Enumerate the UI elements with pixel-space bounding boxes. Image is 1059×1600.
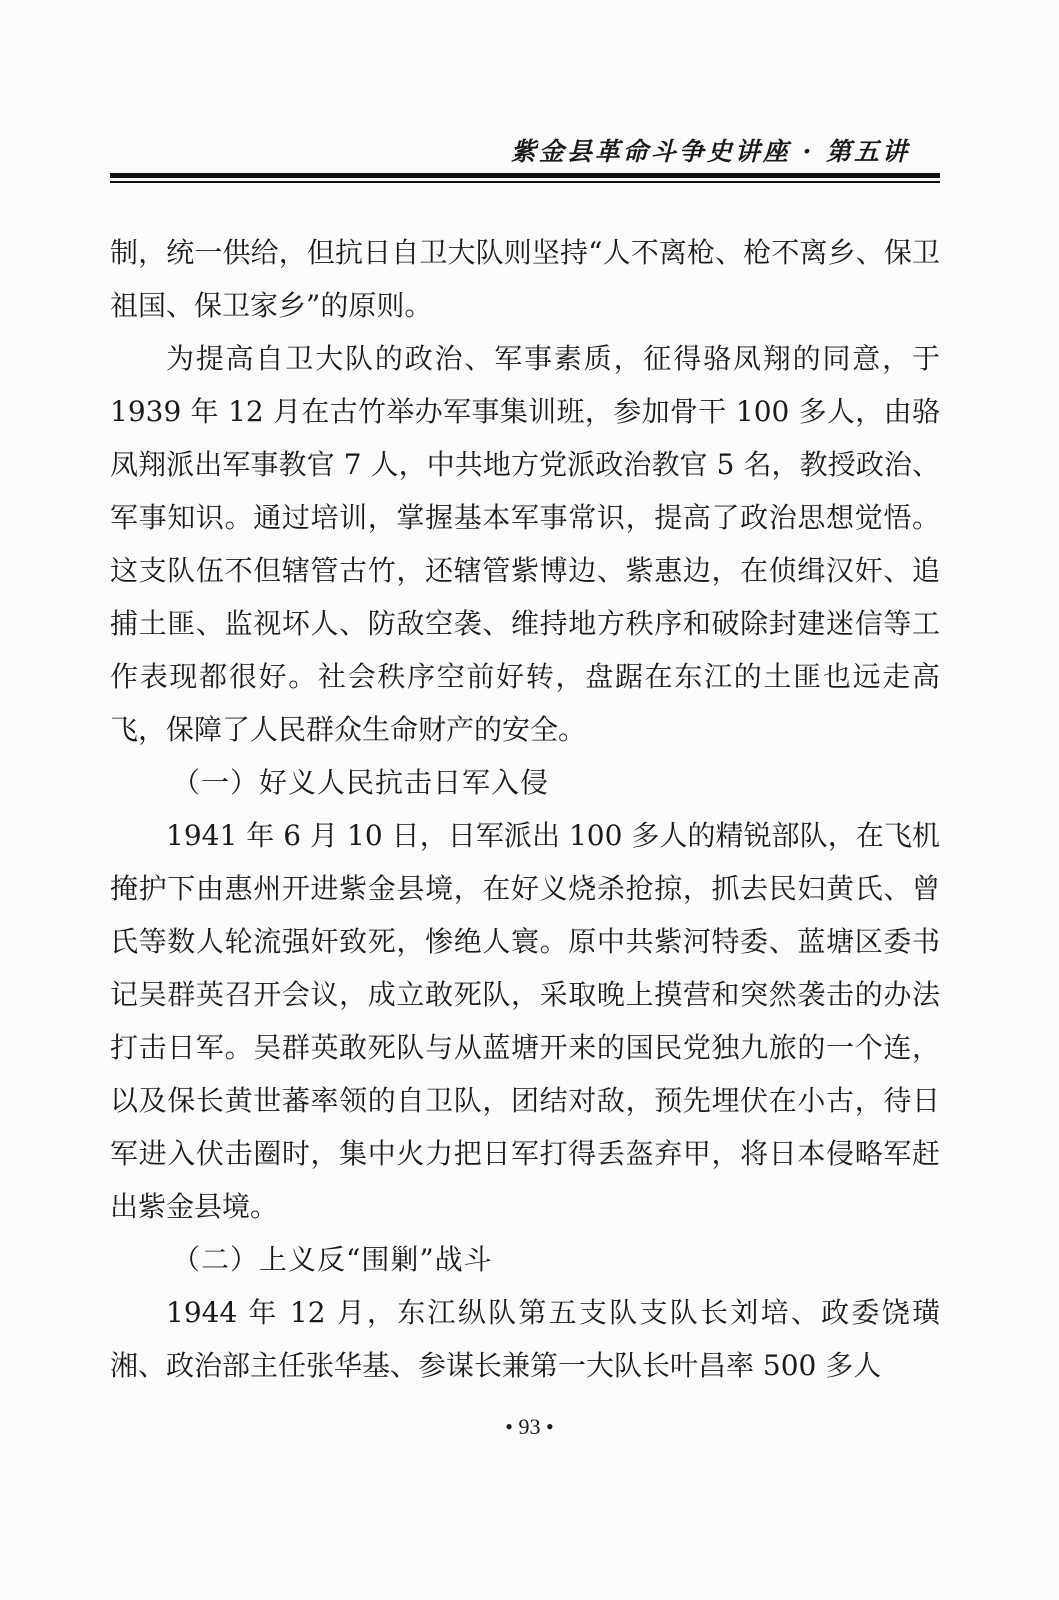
running-header [110,132,940,172]
header-rule-thin [110,181,940,183]
paragraph-training: 为提高自卫大队的政治、军事素质，征得骆凤翔的同意，于 1939 年 12 月在古竹举办军事集训班，参加骨干 100 多人，由骆凤翔派出军事教官 7 人，中共地方党派政治教官 5 名，教授政治、军事知识。通过培训，掌握基本军事常识，提高了政治思想觉悟。这支队伍不但辖管古竹，还辖管紫博边、紫惠边，在侦缉汉奸、追捕土匪、监视坏人、防敌空袭、维持地方秩序和破除封建迷信等工作表现都很好。社会秩序空前好转，盘踞在东江的土匪也远走高飞，保障了人民群众生命财产的安全。 [110,342,940,746]
section-heading-1: （一）好义人民抗击日军入侵 [172,766,550,799]
page-body [110,226,940,1392]
header-rule-thick [110,173,940,178]
paragraph-continued: 制，统一供给，但抗日自卫大队则坚持“人不离枪、枪不离乡、保卫祖国、保卫家乡”的原则。 [110,236,940,322]
page-number: • 93 • [505,1414,554,1439]
paragraph-shangyi: 1944 年 12 月，东江纵队第五支队支队长刘培、政委饶璜湘、政治部主任张华基、参谋长兼第一大队长叶昌率 500 多人 [110,1296,940,1382]
section-heading-2: （二）上义反“围剿”战斗 [172,1243,493,1276]
paragraph-haoyi: 1941 年 6 月 10 日，日军派出 100 多人的精锐部队，在飞机掩护下由惠州开进紫金县境，在好义烧杀抢掠，抓去民妇黄氏、曾氏等数人轮流强奸致死，惨绝人寰。原中共紫河特委、蓝塘区委书记吴群英召开会议，成立敢死队，采取晚上摸营和突然袭击的办法打击日军。吴群英敢死队与从蓝塘开来的国民党独九旅的一个连，以及保长黄世蕃率领的自卫队，团结对敌，预先埋伏在小古，待日军进入伏击圈时，集中火力把日军打得丢盔弃甲，将日本侵略军赶出紫金县境。 [110,819,940,1223]
running-header-title: 紫金县革命斗争史讲座 · 第五讲 [510,137,910,166]
